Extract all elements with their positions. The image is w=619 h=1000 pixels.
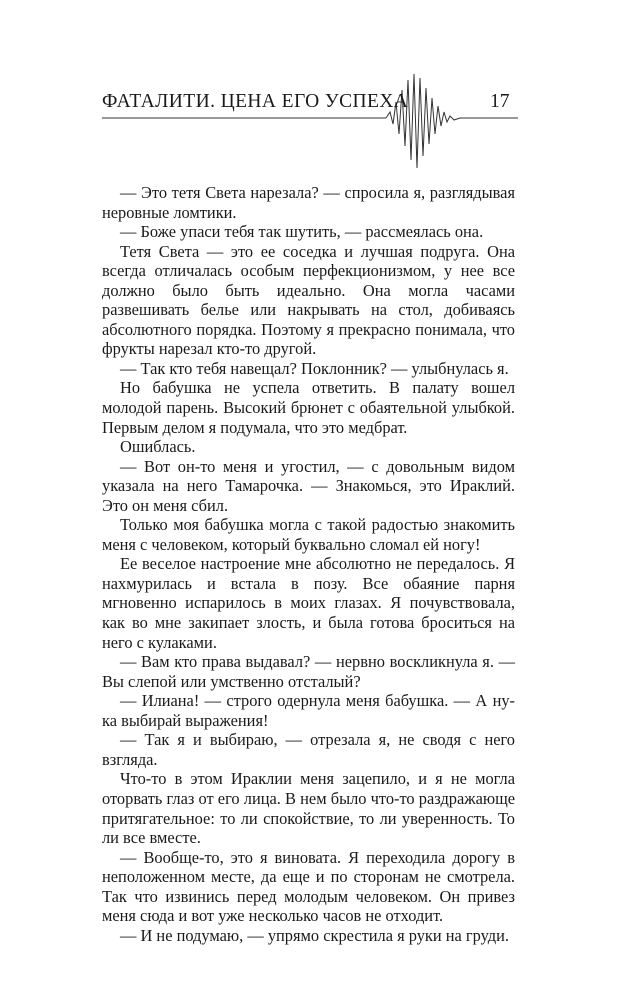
- paragraph: — Вообще-то, это я виновата. Я переходила дорогу в неположенном месте, да еще и по сторонам не смотрела. Так что извинись перед молодым человеком. Он привез меня сюда и вот уже несколько часов не отходит.: [102, 847, 515, 926]
- paragraph: — Это тетя Света нарезала? — спросила я, разглядывая неровные ломтики.: [102, 183, 515, 222]
- paragraph: Но бабушка не успела ответить. В палату вошел молодой парень. Высокий брюнет с обаятельной улыбкой. Первым делом я подумала, что это медбрат.: [102, 378, 515, 437]
- heartbeat-waveform-icon: [86, 72, 518, 172]
- paragraph: — Так кто тебя навещал? Поклонник? — улыбнулась я.: [120, 358, 509, 378]
- paragraph: Что-то в этом Ираклии меня зацепило, и я не могла оторвать глаз от его лица. В нем было что-то раздражающе притягательное: то ли спокойствие, то ли уверенность. То ли все вместе.: [102, 769, 515, 848]
- page-number: 17: [490, 91, 510, 112]
- paragraph: Тетя Света — это ее соседка и лучшая подруга. Она всегда отличалась особым перфекционизмом, у нее все должно было быть идеально. Она могла часами развешивать белье или накрывать на стол, добиваясь абсолютного порядка. Поэтому я прекрасно понимала, что фрукты нарезал кто-то другой.: [102, 241, 515, 359]
- paragraph: Ошиблась.: [120, 437, 196, 457]
- paragraph: — Вам кто права выдавал? — нервно воскликнула я. — Вы слепой или умственно отсталый?: [102, 652, 515, 691]
- paragraph: Ее веселое настроение мне абсолютно не передалось. Я нахмурилась и встала в позу. Все обаяние парня мгновенно испарилось в моих глазах. Я почувствовала, как во мне закипает злость, и была готова броситься на него с кулаками.: [102, 554, 515, 652]
- paragraph: Только моя бабушка могла с такой радостью знакомить меня с человеком, который буквально сломал ей ногу!: [102, 515, 515, 554]
- page-header: [0, 0, 619, 170]
- paragraph: — И не подумаю, — упрямо скрестила я руки на груди.: [120, 925, 509, 945]
- paragraph: — Илиана! — строго одернула меня бабушка. — А ну-ка выбирай выражения!: [102, 691, 515, 730]
- body-text: [102, 183, 515, 945]
- running-title: ФАТАЛИТИ. ЦЕНА ЕГО УСПЕХА: [102, 91, 409, 112]
- paragraph: — Вот он-то меня и угостил, — с довольным видом указала на него Тамарочка. — Знакомься, это Ираклий. Это он меня сбил.: [102, 456, 515, 515]
- paragraph: — Так я и выбираю, — отрезала я, не сводя с него взгляда.: [102, 730, 515, 769]
- paragraph: — Боже упаси тебя так шутить, — рассмеялась она.: [120, 222, 484, 242]
